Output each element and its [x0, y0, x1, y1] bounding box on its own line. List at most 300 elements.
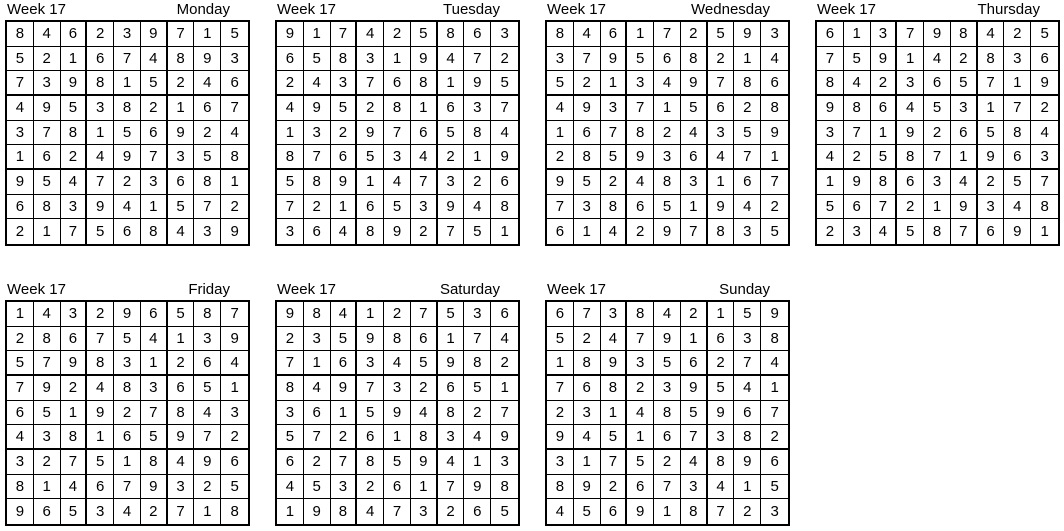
- grid-cell: 5: [168, 302, 195, 327]
- grid-cell: 5: [384, 195, 411, 220]
- grid-cell: 4: [951, 170, 978, 195]
- grid-cell: 1: [438, 71, 465, 96]
- grid-cell: 6: [817, 22, 844, 47]
- grid-cell: 6: [601, 22, 628, 47]
- grid-cell: 7: [1004, 96, 1031, 121]
- grid-cell: 1: [500, 223, 509, 241]
- grid-cell: 8: [277, 145, 304, 170]
- grid-cell: 4: [654, 71, 681, 96]
- grid-cell: 3: [114, 351, 141, 376]
- grid-cell: 4: [574, 22, 601, 47]
- grid-cell: 6: [141, 121, 168, 146]
- grid-cell: 1: [601, 401, 628, 426]
- grid-cell: 2: [627, 376, 654, 401]
- grid-cell: 9: [277, 22, 304, 47]
- grid-cell: 9: [61, 351, 88, 376]
- grid-cell: 3: [357, 47, 384, 72]
- grid-cell: 9: [304, 96, 331, 121]
- grid-cell: 4: [681, 121, 708, 146]
- grid-cell: 3: [897, 71, 924, 96]
- grid-cell: 7: [304, 425, 331, 450]
- grid-cell: 8: [331, 47, 358, 72]
- grid-cell: 5: [770, 223, 779, 241]
- grid-cell: 8: [547, 475, 574, 500]
- grid-cell: 2: [141, 96, 168, 121]
- grid-cell: 1: [708, 302, 735, 327]
- grid-cell: 5: [411, 351, 438, 376]
- grid-cell: 1: [734, 47, 761, 72]
- grid-cell: 3: [331, 475, 358, 500]
- grid-cell: 9: [61, 71, 88, 96]
- grid-cell: 5: [654, 351, 681, 376]
- grid-cell: 6: [708, 96, 735, 121]
- grid-cell: 5: [547, 327, 574, 352]
- grid-cell: 6: [464, 499, 491, 524]
- grid-cell: 3: [1031, 145, 1058, 170]
- grid-cell: 4: [357, 22, 384, 47]
- grid-cell: 8: [491, 195, 518, 220]
- grid-cell: 4: [411, 145, 438, 170]
- grid-cell: 2: [951, 47, 978, 72]
- grid-cell: 8: [87, 351, 114, 376]
- grid-cell: 6: [871, 96, 898, 121]
- grid-cell: 2: [817, 219, 844, 244]
- grid-cell: 5: [357, 145, 384, 170]
- grid-cell: 4: [547, 96, 574, 121]
- grid-cell: 4: [1004, 195, 1031, 220]
- grid-cell: 1: [114, 450, 141, 475]
- grid-cell: 1: [1040, 223, 1049, 241]
- grid-cell: 8: [194, 170, 221, 195]
- grid-cell: 8: [304, 302, 331, 327]
- grid-cell: 7: [194, 195, 221, 220]
- grid-cell: 1: [547, 351, 574, 376]
- grid-cell: 7: [114, 475, 141, 500]
- grid-cell: 1: [897, 47, 924, 72]
- grid-cell: 5: [1004, 170, 1031, 195]
- grid-cell: 4: [114, 195, 141, 220]
- grid-cell: 1: [761, 145, 788, 170]
- grid-cell: 7: [547, 376, 574, 401]
- grid-cell: 1: [331, 195, 358, 220]
- grid-cell: 6: [761, 450, 788, 475]
- grid-cell: 7: [221, 302, 248, 327]
- grid-cell: 8: [277, 376, 304, 401]
- grid-cell: 1: [277, 499, 304, 524]
- puzzle-header: [5, 280, 250, 300]
- grid-cell: 3: [574, 401, 601, 426]
- grid-cell: 6: [491, 302, 518, 327]
- grid-cell: 7: [87, 170, 114, 195]
- grid-cell: 9: [34, 96, 61, 121]
- grid-cell: 4: [304, 376, 331, 401]
- grid-cell: 7: [601, 450, 628, 475]
- grid-cell: 5: [924, 96, 951, 121]
- grid-cell: 4: [411, 401, 438, 426]
- grid-cell: 1: [761, 376, 788, 401]
- grid-cell: 1: [168, 96, 195, 121]
- grid-cell: 8: [761, 327, 788, 352]
- grid-cell: 8: [141, 219, 168, 244]
- grid-cell: 1: [978, 96, 1005, 121]
- grid-cell: 1: [574, 450, 601, 475]
- grid-cell: 7: [221, 96, 248, 121]
- grid-cell: 6: [221, 71, 248, 96]
- grid-cell: 9: [230, 223, 239, 241]
- grid-cell: 4: [87, 376, 114, 401]
- grid-cell: 2: [681, 302, 708, 327]
- grid-cell: 8: [844, 96, 871, 121]
- grid-cell: 9: [1004, 219, 1031, 244]
- grid-cell: 6: [681, 145, 708, 170]
- grid-cell: 5: [34, 401, 61, 426]
- grid-cell: 6: [547, 302, 574, 327]
- grid-cell: 2: [61, 145, 88, 170]
- grid-cell: 4: [34, 22, 61, 47]
- grid-cell: 8: [817, 71, 844, 96]
- grid-cell: 8: [384, 96, 411, 121]
- grid-cell: 5: [277, 425, 304, 450]
- grid-cell: 5: [87, 450, 114, 475]
- sudoku-grid: [815, 20, 1060, 246]
- grid-cell: 1: [654, 96, 681, 121]
- grid-cell: 8: [681, 47, 708, 72]
- grid-cell: 7: [547, 195, 574, 220]
- grid-cell: 5: [601, 145, 628, 170]
- grid-cell: 8: [627, 302, 654, 327]
- grid-cell: 2: [761, 425, 788, 450]
- grid-cell: 3: [221, 47, 248, 72]
- grid-cell: 1: [547, 121, 574, 146]
- grid-cell: 3: [34, 71, 61, 96]
- grid-cell: 5: [194, 376, 221, 401]
- grid-cell: 4: [871, 219, 898, 244]
- grid-cell: 2: [114, 170, 141, 195]
- grid-cell: 5: [627, 47, 654, 72]
- grid-cell: 8: [411, 71, 438, 96]
- grid-cell: 5: [168, 195, 195, 220]
- grid-cell: 9: [681, 376, 708, 401]
- grid-cell: 8: [221, 145, 248, 170]
- grid-cell: 7: [87, 327, 114, 352]
- grid-cell: 6: [438, 96, 465, 121]
- grid-cell: 9: [951, 195, 978, 220]
- grid-cell: 7: [34, 121, 61, 146]
- grid-cell: 2: [194, 121, 221, 146]
- grid-cell: 8: [438, 22, 465, 47]
- grid-cell: 8: [924, 219, 951, 244]
- grid-cell: 9: [7, 170, 34, 195]
- grid-cell: 4: [734, 195, 761, 220]
- grid-cell: 5: [384, 450, 411, 475]
- grid-cell: 2: [601, 475, 628, 500]
- grid-cell: 2: [331, 425, 358, 450]
- grid-cell: 1: [438, 327, 465, 352]
- grid-cell: 3: [194, 219, 221, 244]
- grid-cell: 5: [304, 475, 331, 500]
- grid-cell: 7: [574, 302, 601, 327]
- grid-cell: 3: [681, 475, 708, 500]
- grid-cell: 3: [141, 170, 168, 195]
- grid-cell: 2: [411, 376, 438, 401]
- grid-cell: 4: [7, 425, 34, 450]
- grid-cell: 8: [34, 195, 61, 220]
- grid-cell: 5: [114, 327, 141, 352]
- grid-cell: 9: [761, 302, 788, 327]
- grid-cell: 3: [141, 376, 168, 401]
- grid-cell: 8: [464, 351, 491, 376]
- grid-cell: 5: [221, 475, 248, 500]
- grid-cell: 3: [601, 96, 628, 121]
- grid-cell: 2: [438, 145, 465, 170]
- grid-cell: 1: [464, 450, 491, 475]
- grid-cell: 1: [7, 145, 34, 170]
- day-label: Monday: [176, 1, 230, 18]
- grid-cell: 6: [384, 475, 411, 500]
- grid-cell: 6: [464, 22, 491, 47]
- grid-cell: 5: [438, 121, 465, 146]
- grid-cell: 7: [357, 71, 384, 96]
- grid-cell: 1: [654, 499, 681, 524]
- grid-cell: 9: [194, 450, 221, 475]
- grid-cell: 2: [574, 327, 601, 352]
- grid-cell: 2: [708, 47, 735, 72]
- grid-cell: 1: [61, 47, 88, 72]
- grid-cell: 8: [734, 71, 761, 96]
- grid-cell: 7: [681, 425, 708, 450]
- grid-cell: 6: [601, 499, 628, 524]
- grid-cell: 7: [924, 145, 951, 170]
- grid-cell: 7: [491, 401, 518, 426]
- grid-cell: 6: [7, 195, 34, 220]
- grid-cell: 3: [547, 450, 574, 475]
- grid-cell: 1: [681, 327, 708, 352]
- grid-cell: 2: [547, 401, 574, 426]
- grid-cell: 5: [114, 121, 141, 146]
- grid-cell: 6: [547, 219, 574, 244]
- puzzle-header: [545, 280, 790, 300]
- grid-cell: 5: [221, 22, 248, 47]
- grid-cell: 9: [574, 475, 601, 500]
- grid-cell: 6: [7, 401, 34, 426]
- grid-cell: 9: [384, 219, 411, 244]
- grid-cell: 6: [277, 450, 304, 475]
- grid-cell: 1: [221, 376, 248, 401]
- grid-cell: 6: [304, 219, 331, 244]
- grid-cell: 6: [924, 71, 951, 96]
- grid-cell: 8: [304, 170, 331, 195]
- week-label: Week 17: [277, 1, 336, 18]
- grid-cell: 4: [708, 475, 735, 500]
- grid-cell: 2: [844, 145, 871, 170]
- grid-cell: 2: [491, 47, 518, 72]
- grid-cell: 1: [411, 475, 438, 500]
- grid-cell: 8: [734, 425, 761, 450]
- grid-cell: 9: [357, 327, 384, 352]
- grid-cell: 7: [601, 121, 628, 146]
- grid-cell: 4: [601, 219, 628, 244]
- grid-cell: 8: [61, 425, 88, 450]
- grid-cell: 8: [951, 22, 978, 47]
- grid-cell: 5: [627, 450, 654, 475]
- grid-cell: 9: [331, 170, 358, 195]
- grid-cell: 6: [61, 22, 88, 47]
- grid-cell: 5: [844, 47, 871, 72]
- week-label: Week 17: [7, 1, 66, 18]
- grid-cell: 6: [708, 327, 735, 352]
- grid-cell: 7: [708, 499, 735, 524]
- grid-cell: 1: [141, 351, 168, 376]
- grid-cell: 2: [331, 121, 358, 146]
- grid-cell: 2: [601, 170, 628, 195]
- day-label: Thursday: [977, 1, 1040, 18]
- grid-cell: 3: [951, 96, 978, 121]
- grid-cell: 1: [464, 145, 491, 170]
- grid-cell: 2: [384, 302, 411, 327]
- grid-cell: 7: [464, 327, 491, 352]
- grid-cell: 5: [1031, 22, 1058, 47]
- grid-cell: 1: [87, 121, 114, 146]
- grid-cell: 5: [708, 376, 735, 401]
- grid-cell: 4: [277, 96, 304, 121]
- grid-cell: 5: [357, 401, 384, 426]
- grid-cell: 1: [194, 22, 221, 47]
- grid-cell: 3: [547, 47, 574, 72]
- grid-cell: 4: [491, 121, 518, 146]
- grid-cell: 9: [331, 376, 358, 401]
- grid-cell: 5: [438, 302, 465, 327]
- grid-cell: 5: [681, 401, 708, 426]
- grid-cell: 2: [438, 499, 465, 524]
- grid-cell: 2: [574, 71, 601, 96]
- grid-cell: 6: [978, 219, 1005, 244]
- grid-cell: 1: [817, 170, 844, 195]
- grid-cell: 1: [34, 475, 61, 500]
- grid-cell: 9: [924, 22, 951, 47]
- grid-cell: 5: [331, 96, 358, 121]
- grid-cell: 9: [114, 302, 141, 327]
- grid-cell: 1: [871, 121, 898, 146]
- grid-cell: 5: [761, 475, 788, 500]
- grid-cell: 9: [168, 121, 195, 146]
- sudoku-grid: [275, 20, 520, 246]
- grid-cell: 1: [87, 425, 114, 450]
- grid-cell: 2: [627, 219, 654, 244]
- grid-cell: 3: [627, 351, 654, 376]
- grid-cell: 7: [654, 475, 681, 500]
- grid-cell: 6: [627, 195, 654, 220]
- week-label: Week 17: [817, 1, 876, 18]
- grid-cell: 4: [761, 351, 788, 376]
- grid-cell: 5: [897, 219, 924, 244]
- grid-cell: 4: [7, 96, 34, 121]
- grid-cell: 4: [681, 450, 708, 475]
- grid-cell: 3: [654, 376, 681, 401]
- grid-cell: 7: [491, 96, 518, 121]
- grid-cell: 2: [464, 170, 491, 195]
- grid-cell: 7: [734, 351, 761, 376]
- grid-cell: 7: [627, 327, 654, 352]
- grid-cell: 4: [627, 401, 654, 426]
- grid-cell: 3: [411, 195, 438, 220]
- grid-cell: 1: [304, 351, 331, 376]
- grid-cell: 4: [491, 327, 518, 352]
- grid-cell: 3: [438, 425, 465, 450]
- grid-cell: 9: [708, 401, 735, 426]
- grid-cell: 6: [734, 401, 761, 426]
- grid-cell: 5: [411, 22, 438, 47]
- grid-cell: 2: [654, 450, 681, 475]
- grid-cell: 2: [547, 145, 574, 170]
- grid-cell: 4: [924, 47, 951, 72]
- grid-cell: 4: [897, 96, 924, 121]
- grid-cell: 8: [654, 170, 681, 195]
- grid-cell: 6: [574, 376, 601, 401]
- grid-cell: 7: [331, 450, 358, 475]
- grid-cell: 4: [654, 302, 681, 327]
- grid-cell: 1: [951, 145, 978, 170]
- grid-cell: 6: [87, 47, 114, 72]
- grid-cell: 2: [681, 22, 708, 47]
- grid-cell: 2: [304, 195, 331, 220]
- grid-cell: 6: [491, 170, 518, 195]
- grid-cell: 5: [277, 170, 304, 195]
- grid-cell: 9: [411, 47, 438, 72]
- grid-cell: 1: [331, 401, 358, 426]
- grid-cell: 4: [547, 499, 574, 524]
- grid-cell: 9: [871, 47, 898, 72]
- grid-cell: 7: [817, 47, 844, 72]
- grid-cell: 2: [7, 327, 34, 352]
- grid-cell: 6: [304, 401, 331, 426]
- grid-cell: 8: [114, 376, 141, 401]
- grid-cell: 7: [654, 22, 681, 47]
- grid-cell: 1: [384, 425, 411, 450]
- grid-cell: 3: [277, 401, 304, 426]
- grid-cell: 2: [141, 499, 168, 524]
- grid-cell: 3: [277, 219, 304, 244]
- grid-cell: 9: [491, 145, 518, 170]
- grid-cell: 6: [411, 121, 438, 146]
- grid-cell: 4: [438, 450, 465, 475]
- grid-cell: 2: [194, 475, 221, 500]
- grid-cell: 2: [87, 22, 114, 47]
- grid-cell: 1: [491, 376, 518, 401]
- grid-cell: 9: [547, 170, 574, 195]
- grid-cell: 3: [734, 327, 761, 352]
- grid-cell: 5: [681, 96, 708, 121]
- grid-cell: 9: [221, 327, 248, 352]
- grid-cell: 7: [277, 351, 304, 376]
- grid-cell: 6: [194, 351, 221, 376]
- grid-cell: 5: [978, 121, 1005, 146]
- grid-cell: 7: [951, 219, 978, 244]
- grid-cell: 3: [87, 96, 114, 121]
- grid-cell: 7: [194, 425, 221, 450]
- grid-cell: 7: [681, 219, 708, 244]
- grid-cell: 8: [627, 121, 654, 146]
- grid-cell: 9: [734, 450, 761, 475]
- grid-cell: 7: [61, 219, 88, 244]
- grid-cell: 3: [194, 327, 221, 352]
- grid-cell: 1: [357, 170, 384, 195]
- grid-cell: 8: [574, 351, 601, 376]
- grid-cell: 6: [331, 351, 358, 376]
- grid-cell: 8: [357, 450, 384, 475]
- grid-cell: 6: [654, 425, 681, 450]
- grid-cell: 4: [438, 47, 465, 72]
- grid-cell: 2: [1031, 96, 1058, 121]
